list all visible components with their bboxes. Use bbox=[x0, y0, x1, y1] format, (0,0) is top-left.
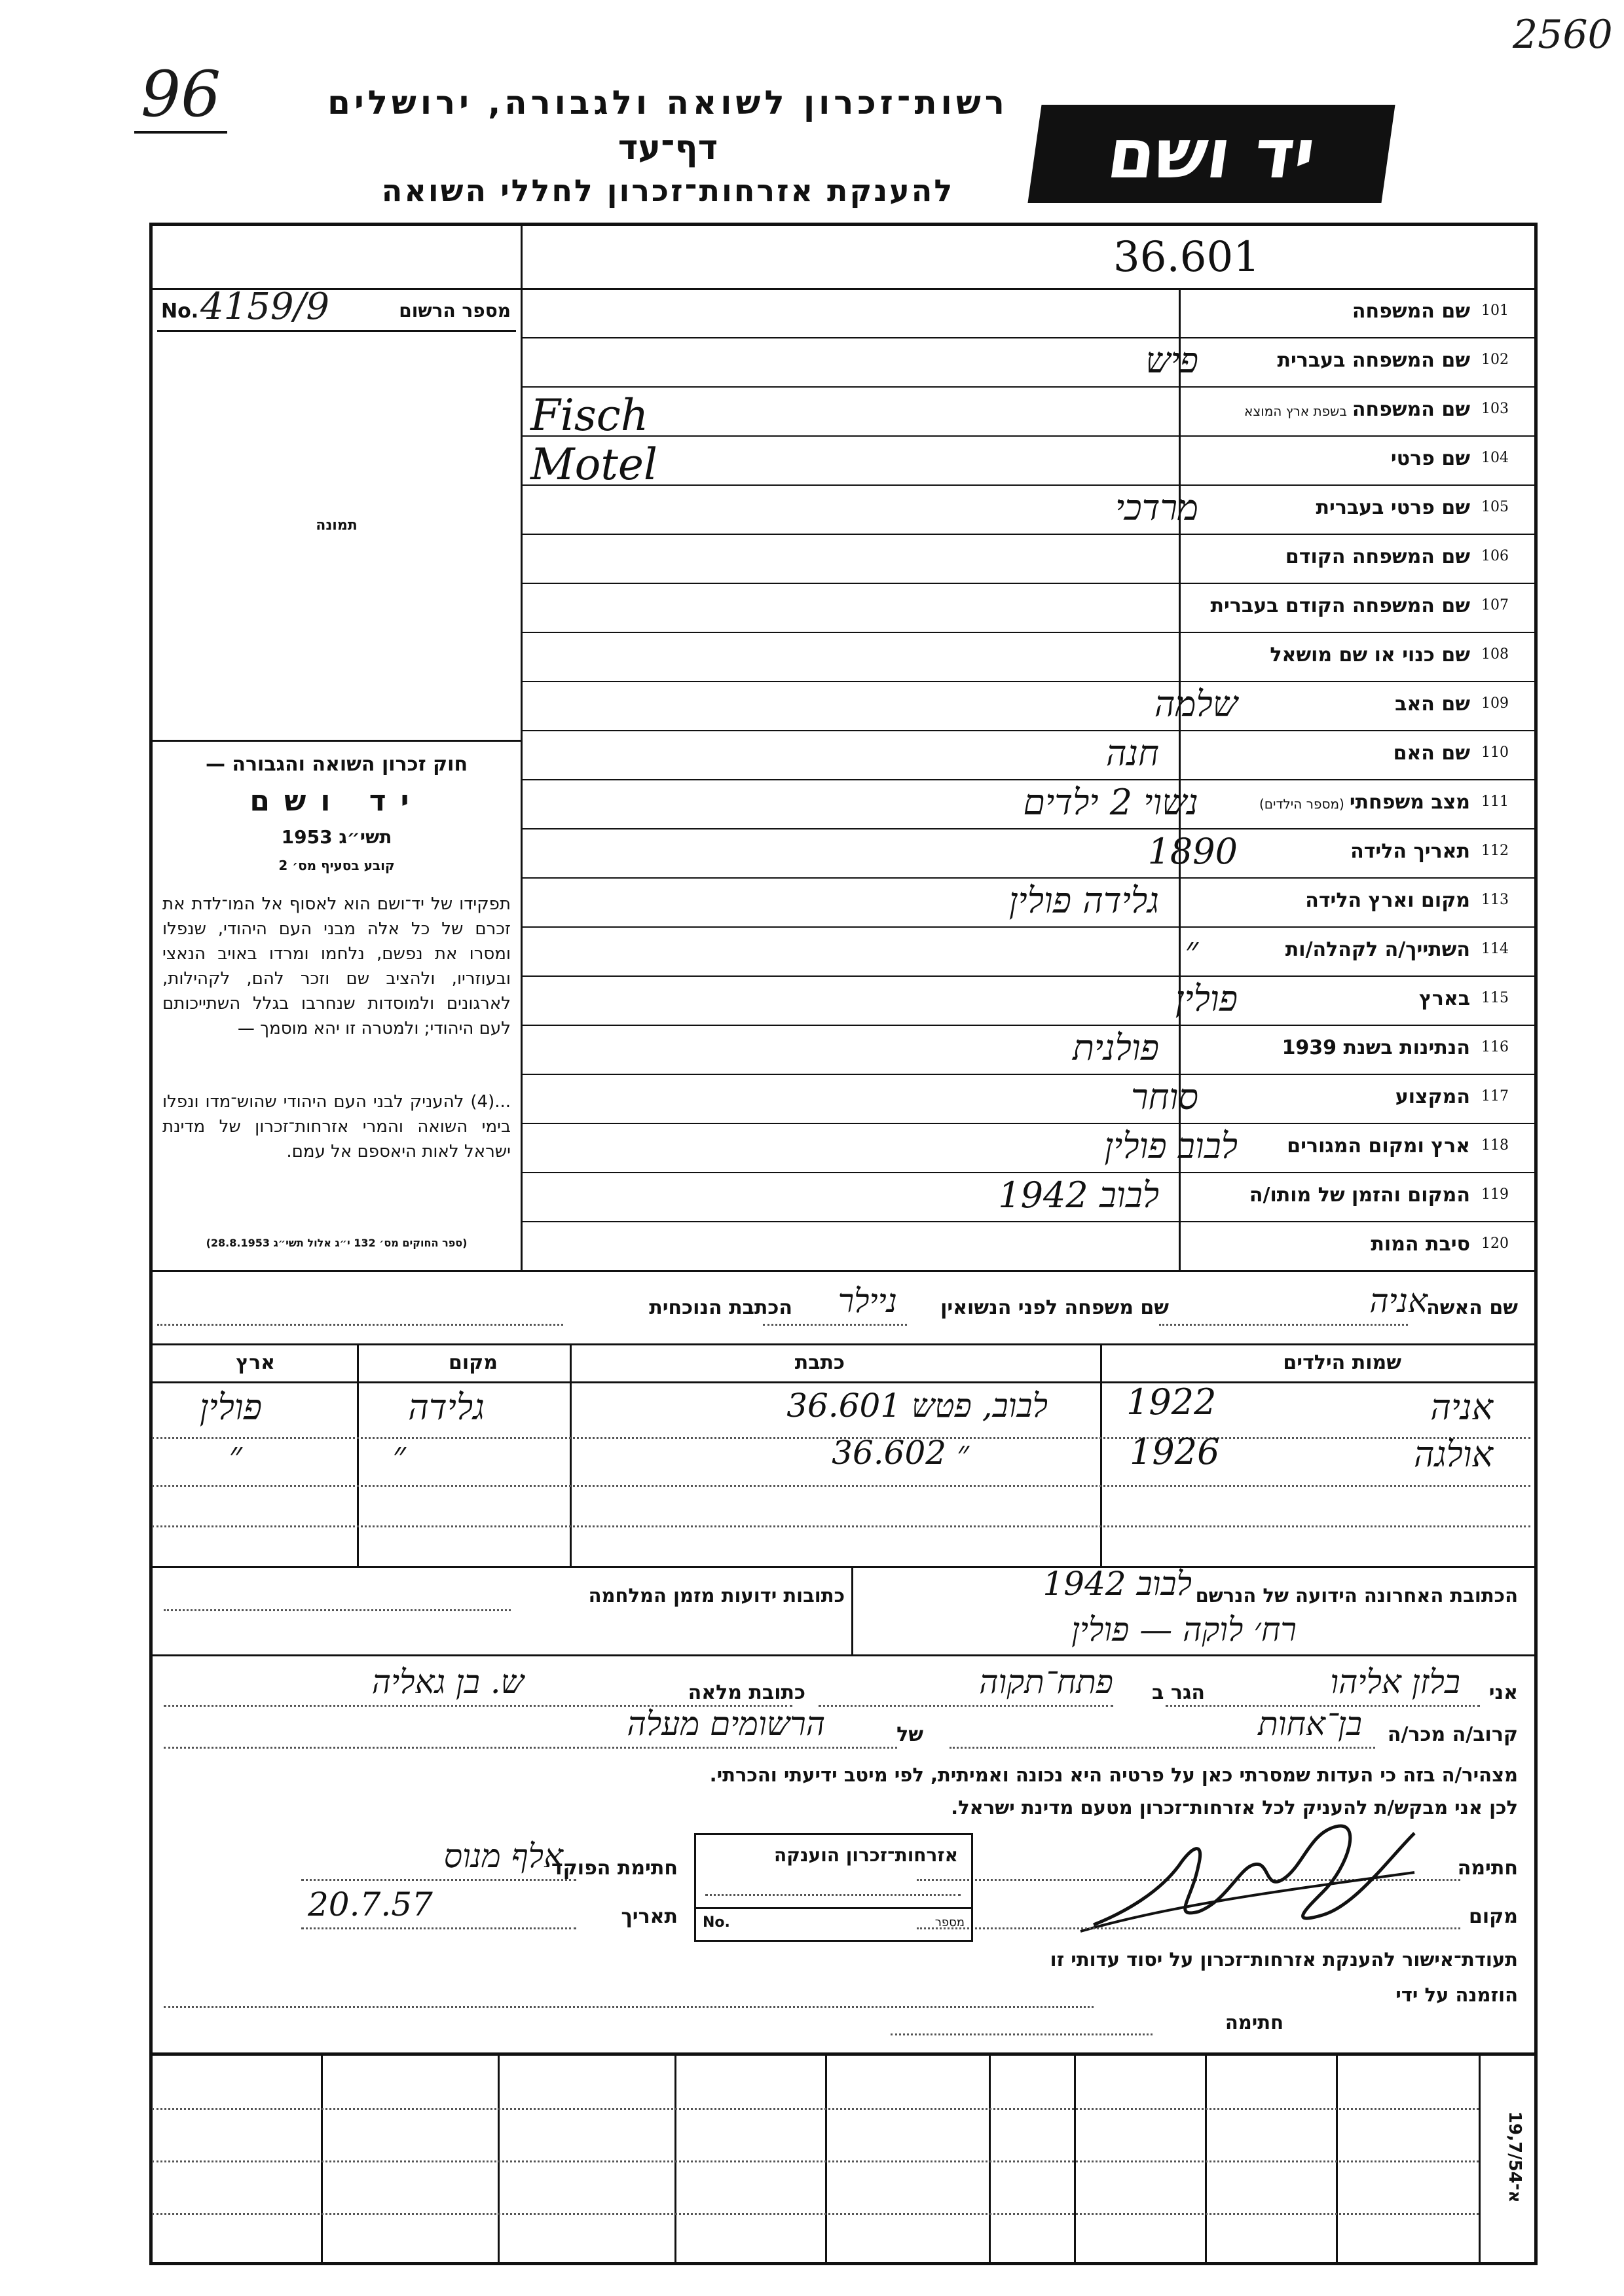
field-number-113: 113 bbox=[1481, 892, 1509, 908]
declarant-name: בלזן אליהו bbox=[1330, 1663, 1460, 1701]
header-institution: רשות־זכרון לשואה ולגבורה, ירושלים bbox=[327, 84, 1008, 122]
field-number-118: 118 bbox=[1481, 1137, 1509, 1154]
declarant-i-label: אני bbox=[1488, 1681, 1518, 1704]
child-2-address: ״ 36.602 bbox=[832, 1434, 969, 1472]
registry-number-value: 4159/9 bbox=[200, 285, 330, 328]
granted-box-label: אזרחות־זכרון הוענקה bbox=[774, 1844, 958, 1866]
field-value-110: חנה bbox=[1105, 733, 1159, 774]
child-1-address: לבוב, פטש 36.601 bbox=[786, 1387, 1048, 1425]
field-label-108: שם כנוי או שם מושאל bbox=[1270, 644, 1470, 666]
field-number-105: 105 bbox=[1481, 499, 1509, 515]
field-label-115: בארץ bbox=[1418, 987, 1470, 1010]
supervisor-signature-value: אלף מנוס bbox=[443, 1837, 563, 1875]
field-number-107: 107 bbox=[1481, 597, 1509, 613]
field-value-105: מרדכי bbox=[1115, 487, 1198, 528]
granted-no-label: מספר bbox=[934, 1916, 965, 1929]
child-2-country: ״ bbox=[229, 1434, 242, 1475]
certificate-signature-label: חתימה bbox=[1225, 2011, 1283, 2033]
field-label-102: שם המשפחה בעברית bbox=[1277, 349, 1470, 372]
page-number-top-left: 96 bbox=[134, 58, 227, 134]
field-number-114: 114 bbox=[1481, 941, 1509, 957]
top-stamp-number: 36.601 bbox=[1113, 233, 1260, 282]
field-label-main-111: מצב משפחתי bbox=[1349, 791, 1470, 814]
registry-no-prefix: No. bbox=[161, 300, 199, 323]
page-number-top-right: 2560 bbox=[1513, 12, 1613, 58]
field-value-114: ״ bbox=[1185, 929, 1198, 970]
law-body: תפקידו של יד־ושם הוא לאסוף אל המו־לדת את זכרם של כל אלה מבני העם היהודי, שנפלו ומסרו את נפשם, נלחמו ומרדו באויב הנאצי ובעוזריו, ולהציב שם וזכר להם, לקהילות, לארגונים ולמוסדות שנחרבו בגלל השתייכותם לעם היהודי; ולמטרה זו יהא מוסמך — bbox=[162, 894, 511, 1038]
signature-label: חתימה bbox=[1457, 1857, 1518, 1880]
declarant-city: פתח־תקוה bbox=[979, 1663, 1113, 1701]
field-label-119: המקום והזמן של מותו/ה bbox=[1249, 1184, 1470, 1207]
children-header-address: כתבת bbox=[794, 1351, 845, 1374]
field-number-104: 104 bbox=[1481, 450, 1509, 466]
date-label: תאריך bbox=[621, 1905, 678, 1928]
field-value-115: פולין bbox=[1175, 978, 1238, 1019]
declarant-full-address: ש. בן גאליה bbox=[371, 1663, 524, 1701]
last-known-address-value: לבוב 1942 bbox=[1043, 1565, 1192, 1603]
child-1-year: 1922 bbox=[1126, 1381, 1217, 1423]
child-1-country: פולין bbox=[199, 1387, 262, 1428]
declaration-line-2: לכן אני מבקש/ת להעניק לכל אזרחות־זכרון מטעם מדינת ישראל. bbox=[951, 1796, 1518, 1819]
field-value-117: סוחר bbox=[1130, 1076, 1198, 1118]
wartime-addresses-label: כתובות ידועות מזמן המלחמה bbox=[588, 1584, 845, 1607]
child-1-name: אניה bbox=[1430, 1387, 1493, 1428]
field-label-117: המקצוע bbox=[1395, 1085, 1470, 1108]
relation-value: בן־אחות bbox=[1258, 1705, 1362, 1743]
declarant-signature bbox=[1074, 1794, 1441, 1944]
field-number-119: 119 bbox=[1481, 1186, 1509, 1203]
supervisor-signature-label: חתימת הפוקד bbox=[551, 1857, 678, 1880]
field-value-111: נשוי 2 ילדים bbox=[1023, 782, 1198, 823]
wife-maiden-label: שם משפחה לפני הנשואין bbox=[940, 1296, 1169, 1319]
header-purpose: להענקת אזרחות־זכרון לחללי השואה bbox=[381, 173, 955, 208]
field-label-107: שם המשפחה הקודם בעברית bbox=[1210, 594, 1470, 617]
granted-no-prefix: No. bbox=[703, 1914, 730, 1931]
declaration-line-1: מצהיר/ה בזה כי העדות שמסרתי כאן על פרטיה היא נכונה ואמיתית, לפי מיטב ידיעתי והכרתי. bbox=[709, 1764, 1518, 1786]
registry-label: מספר הרשום bbox=[399, 300, 511, 321]
field-label-small-111: (מספר הילדים) bbox=[1259, 796, 1344, 812]
field-number-117: 117 bbox=[1481, 1088, 1509, 1104]
field-number-103: 103 bbox=[1481, 401, 1509, 417]
child-2-name: אולגה bbox=[1414, 1434, 1493, 1475]
field-value-109: שלמה bbox=[1154, 683, 1238, 725]
field-number-120: 120 bbox=[1481, 1235, 1509, 1252]
field-label-118: ארץ ומקום המגורים bbox=[1287, 1135, 1470, 1157]
header-form-title: דף־עד bbox=[618, 128, 718, 168]
law-citation: (ספר החוקים מס׳ 132 י״ג אלול תשי״ג 28.8.1953) bbox=[206, 1237, 468, 1249]
certificate-line-2: הוזמנה על ידי bbox=[1395, 1984, 1518, 2006]
law-name: יד ושם bbox=[249, 784, 424, 818]
field-value-116: פולנית bbox=[1072, 1027, 1159, 1068]
field-label-106: שם המשפחה הקודם bbox=[1285, 545, 1470, 568]
date-value: 20.7.57 bbox=[308, 1886, 433, 1923]
side-code: א־19,7/54 bbox=[1505, 2111, 1524, 2203]
field-label-112: תאריך הלידה bbox=[1350, 840, 1470, 863]
field-value-112: 1890 bbox=[1147, 831, 1238, 872]
field-number-108: 108 bbox=[1481, 646, 1509, 663]
wife-label: שם האשה bbox=[1426, 1296, 1518, 1319]
wife-maiden-value: ניילר bbox=[838, 1282, 897, 1320]
field-label-101: שם המשפחה bbox=[1352, 300, 1470, 323]
wife-value: אניה bbox=[1369, 1282, 1428, 1320]
law-clause: ...(4) להעניק לבני העם היהודי שהוש־מדו ונפלו בימי השואה והמרי אזרחות־זכרון של מדינת ישראל לאות היאספם אל עמם. bbox=[162, 1092, 511, 1161]
law-year: תשי״ג 1953 bbox=[281, 826, 392, 848]
field-label-120: סיבת המות bbox=[1371, 1233, 1470, 1256]
field-label-105: שם פרטי בעברית bbox=[1316, 496, 1470, 519]
children-header-country: ארץ bbox=[236, 1351, 275, 1374]
field-number-102: 102 bbox=[1481, 352, 1509, 368]
field-value-118: לבוב פולין bbox=[1104, 1125, 1238, 1167]
field-number-111: 111 bbox=[1481, 793, 1509, 810]
wife-address-label: הכתבת הנוכחית bbox=[649, 1296, 792, 1319]
field-label-114: השתייך/ה לקהלה/ות bbox=[1285, 938, 1470, 961]
field-value-102: פיש bbox=[1145, 340, 1198, 381]
yad-vashem-logo: יד ושם bbox=[1027, 105, 1395, 203]
child-2-year: 1926 bbox=[1130, 1431, 1220, 1472]
field-label-109: שם האב bbox=[1395, 693, 1470, 716]
certificate-line-1: תעודת־אישור להענקת אזרחות־זכרון על יסוד עדותי זו bbox=[1050, 1948, 1518, 1971]
child-2-place: ״ bbox=[392, 1434, 406, 1475]
relation-of-value: הרשומים מעלה bbox=[627, 1705, 825, 1743]
field-label-main-103: שם המשפחה bbox=[1352, 398, 1470, 421]
registry-number-box bbox=[157, 285, 516, 332]
field-label-113: מקום וארץ הלידה bbox=[1305, 889, 1470, 912]
field-number-106: 106 bbox=[1481, 548, 1509, 564]
field-value-113: גלידה פולין bbox=[1008, 880, 1159, 921]
child-1-place: גלידה bbox=[408, 1387, 485, 1428]
field-number-109: 109 bbox=[1481, 695, 1509, 712]
field-value-103: Fisch bbox=[530, 390, 649, 441]
field-number-101: 101 bbox=[1481, 302, 1509, 319]
last-known-address-value2: רח׳ לוקה — פולין bbox=[1071, 1611, 1297, 1649]
declarant-resident-label: הגר ב bbox=[1152, 1681, 1205, 1704]
relation-label: קרוב/ה מכר/ה bbox=[1387, 1723, 1518, 1746]
field-number-112: 112 bbox=[1481, 843, 1509, 859]
field-label-104: שם פרטי bbox=[1390, 447, 1470, 470]
last-known-address-label: הכתובת האחרונה הידועה של הנרשם bbox=[1195, 1584, 1518, 1607]
law-section: קובע בסעיף מס׳ 2 bbox=[278, 858, 395, 873]
field-label-110: שם האם bbox=[1393, 742, 1470, 765]
children-header-place: מקום bbox=[449, 1351, 498, 1374]
relation-of-label: של bbox=[896, 1723, 923, 1746]
field-value-119: לבוב 1942 bbox=[998, 1175, 1159, 1216]
declarant-full-address-label: כתובת מלאה bbox=[688, 1681, 805, 1704]
photo-label: תמונה bbox=[316, 517, 358, 534]
field-label-116: הנתינות בשנת 1939 bbox=[1282, 1036, 1470, 1059]
field-number-116: 116 bbox=[1481, 1039, 1509, 1055]
law-title: חוק זכרון השואה והגבורה — bbox=[205, 753, 468, 776]
field-value-104: Motel bbox=[530, 439, 658, 490]
place-label: מקום bbox=[1469, 1905, 1518, 1928]
field-label-111 bbox=[1259, 791, 1470, 814]
field-number-110: 110 bbox=[1481, 744, 1509, 761]
field-label-small-103: בשפת ארץ המוצא bbox=[1244, 403, 1347, 419]
field-number-115: 115 bbox=[1481, 990, 1509, 1006]
children-header-names: שמות הילדים bbox=[1283, 1351, 1401, 1374]
field-label-103 bbox=[1244, 398, 1470, 421]
citizenship-granted-box bbox=[694, 1833, 973, 1942]
